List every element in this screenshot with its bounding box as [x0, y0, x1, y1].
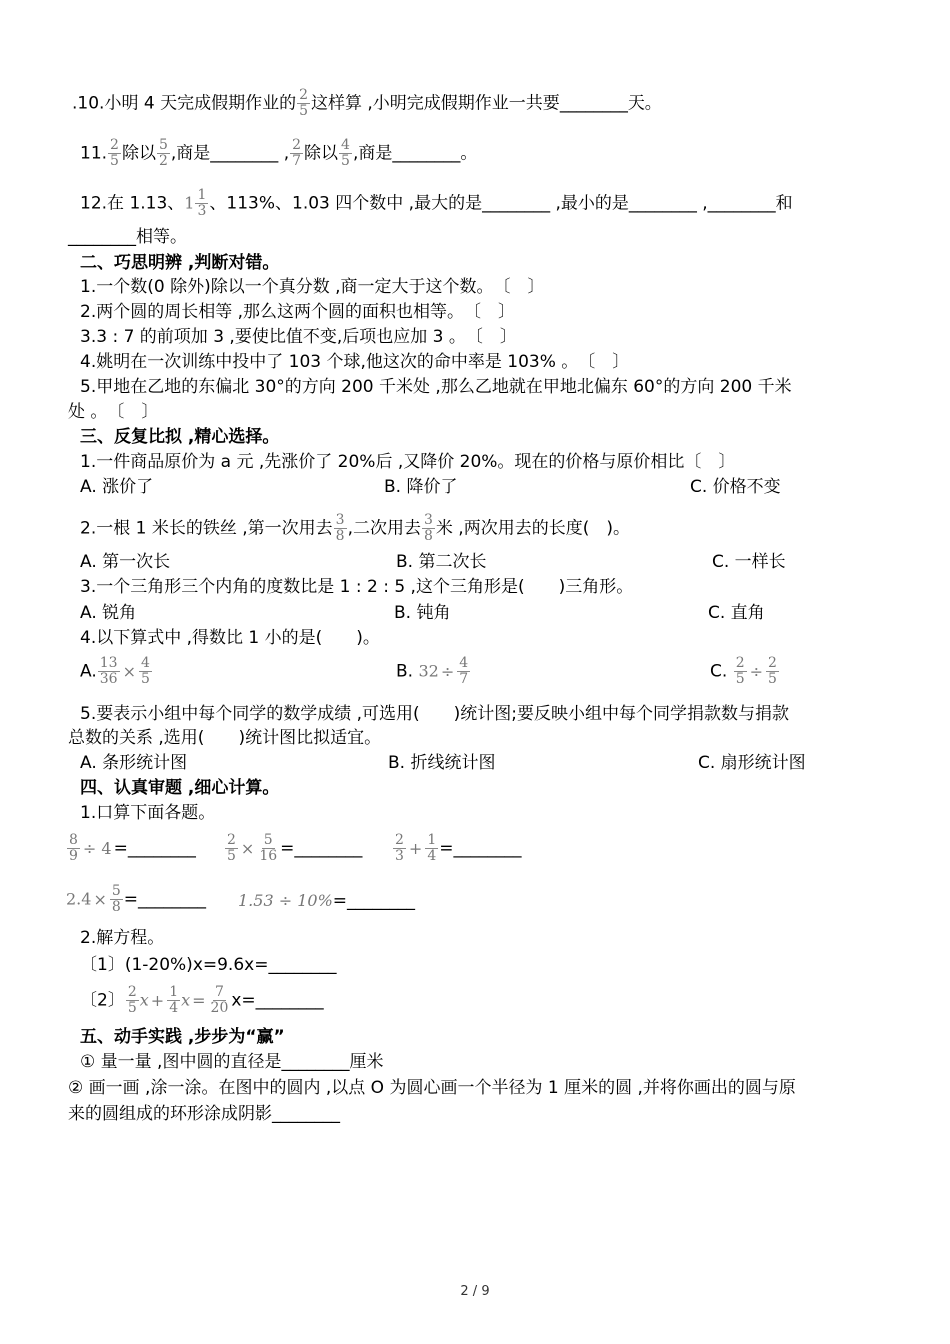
choice-q3-option-c: C. 直角: [708, 603, 765, 623]
judge-item-2: 2.两个圆的周长相等 ,那么这两个圆的面积也相等。 〔 〕: [80, 302, 516, 322]
choice-q5-stem-line2: 总数的关系 ,选用( )统计图比拟适宜。: [68, 728, 382, 748]
practice-line-1: ① 量一量 ,图中圆的直径是________厘米: [80, 1052, 384, 1072]
equation-2: 〔2〕 $\frac{2}{5}$ x + $\frac{1}{4}$ x = $\frac{7}{20}$ x=________: [80, 984, 324, 1016]
choice-q2-stem: 2.一根 1 米长的铁丝 ,第一次用去 $\frac{3}{8}$ ,二次用去 $\frac{3}{8}$ 米 ,两次用去的长度( )。: [80, 512, 630, 544]
fraction: $\frac{2}{7}$: [292, 137, 302, 169]
judge-item-3: 3.3 : 7 的前项加 3 ,要使比值不变,后项也应加 3 。 〔 〕: [80, 327, 517, 347]
section-5-title: 五、动手实践 ,步步为“赢”: [80, 1027, 285, 1047]
practice-line-2: ② 画一画 ,涂一涂。在图中的圆内 ,以点 O 为圆心画一个半径为 1 厘米的圆 ,并将你画出的圆与原: [68, 1078, 796, 1098]
choice-q3-option-a: A. 锐角: [80, 603, 137, 623]
oral-expr-5: 1.53 ÷ 10%=________: [238, 891, 416, 911]
choice-q5-stem-line1: 5.要表示小组中每个同学的数学成绩 ,可选用( )统计图;要反映小组中每个同学捐款数与捐款: [80, 704, 790, 724]
fraction: $\frac{2}{5}$: [299, 87, 308, 119]
fraction: $\frac{3}{8}$: [423, 512, 433, 544]
judge-item-1: 1.一个数(0 除外)除以一个真分数 ,商一定大于这个数。 〔 〕: [80, 277, 545, 297]
fraction: $\frac{8}{9}$: [69, 832, 78, 864]
choice-q4-option-c: C. $\frac{2}{5}$ ÷ $\frac{2}{5}$: [710, 655, 777, 687]
question-12: 12.在 1.13、1 $\frac{1}{3}$ 、113%、1.03 四个数中 ,最大的是________ ,最小的是________ ,________和: [80, 187, 793, 219]
choice-q3-stem: 3.一个三角形三个内角的度数比是 1 : 2 : 5 ,这个三角形是( )三角形。: [80, 577, 634, 597]
choice-q2-option-a: A. 第一次长: [80, 552, 171, 572]
fraction: $\frac{5}{8}$: [111, 883, 121, 915]
fraction: $\frac{1}{3}$: [197, 187, 207, 219]
choice-q1-option-b: B. 降价了: [384, 477, 458, 497]
oral-expr-3: $\frac{2}{3}$ + $\frac{1}{4}$ =________: [395, 832, 522, 864]
oral-expr-2: $\frac{2}{5}$ × $\frac{5}{16}$ =________: [227, 832, 363, 864]
choice-q1-option-a: A. 涨价了: [80, 477, 154, 497]
oral-calc-heading: 1.口算下面各题。: [80, 803, 216, 823]
fraction: $\frac{1}{4}$: [427, 832, 437, 864]
choice-q5-option-a: A. 条形统计图: [80, 753, 188, 773]
choice-q5-option-b: B. 折线统计图: [388, 753, 496, 773]
judge-item-4: 4.姚明在一次训练中投中了 103 个球,他这次的命中率是 103% 。 〔 〕: [80, 352, 630, 372]
equation-1: 〔1〕(1-20%)x=9.6x=________: [80, 955, 337, 975]
question-10: .10.小明 4 天完成假期作业的 $\frac{2}{5}$ 这样算 ,小明完成假期作业一共要________天。: [72, 87, 662, 119]
choice-q3-option-b: B. 钝角: [394, 603, 451, 623]
section-3-title: 三、反复比拟 ,精心选择。: [80, 427, 280, 447]
section-4-title: 四、认真审题 ,细心计算。: [80, 778, 280, 798]
choice-q1-option-c: C. 价格不变: [690, 477, 781, 497]
fraction: $\frac{4}{5}$: [140, 655, 150, 687]
page-number: 2 / 9: [460, 1284, 490, 1299]
choice-q4-stem: 4.以下算式中 ,得数比 1 小的是( )。: [80, 628, 380, 648]
judge-item-5: 5.甲地在乙地的东偏北 30°的方向 200 千米处 ,那么乙地就在甲地北偏东 60°的方向 200 千米: [80, 377, 792, 397]
section-2-title: 二、巧思明辨 ,判断对错。: [80, 253, 280, 273]
choice-q2-option-b: B. 第二次长: [396, 552, 487, 572]
fraction: $\frac{5}{2}$: [158, 137, 168, 169]
question-12-continued: ________相等。: [68, 227, 187, 247]
fraction: $\frac{2}{5}$: [110, 137, 119, 169]
fraction: $\frac{3}{8}$: [335, 512, 345, 544]
fraction: $\frac{2}{5}$: [735, 655, 745, 687]
oral-expr-1: $\frac{8}{9}$ ÷ 4 =________: [69, 832, 196, 864]
fraction: $\frac{4}{5}$: [341, 137, 350, 169]
equation-heading: 2.解方程。: [80, 928, 165, 948]
fraction: $\frac{7}{20}$: [210, 984, 229, 1016]
choice-q5-option-c: C. 扇形统计图: [698, 753, 806, 773]
choice-q2-option-c: C. 一样长: [712, 552, 786, 572]
choice-q4-option-a: A. $\frac{13}{36}$ × $\frac{4}{5}$: [80, 655, 150, 687]
oral-expr-4: 2.4 × $\frac{5}{8}$ =________: [66, 883, 207, 915]
practice-line-3: 来的圆组成的环形涂成阴影________: [68, 1104, 340, 1124]
fraction: $\frac{2}{5}$: [768, 655, 777, 687]
mixed-number-whole: 1: [184, 193, 195, 213]
fraction: $\frac{13}{36}$: [99, 655, 118, 687]
fraction: $\frac{2}{5}$: [227, 832, 236, 864]
fraction: $\frac{4}{7}$: [459, 655, 469, 687]
choice-q4-option-b: B. 32 ÷ $\frac{4}{7}$: [396, 655, 469, 687]
fraction: $\frac{5}{16}$: [259, 832, 278, 864]
fraction: $\frac{1}{4}$: [169, 984, 179, 1016]
question-11: 11. $\frac{2}{5}$ 除以 $\frac{5}{2}$ ,商是________ , $\frac{2}{7}$ 除以 $\frac{4}{5}$ ,商是________。: [80, 137, 478, 169]
judge-item-5-continued: 处 。 〔 〕: [68, 402, 159, 422]
fraction: $\frac{2}{5}$: [127, 984, 137, 1016]
choice-q1-stem: 1.一件商品原价为 a 元 ,先涨价了 20%后 ,又降价 20%。现在的价格与原价相比〔 〕: [80, 452, 736, 472]
fraction: $\frac{2}{3}$: [395, 832, 404, 864]
